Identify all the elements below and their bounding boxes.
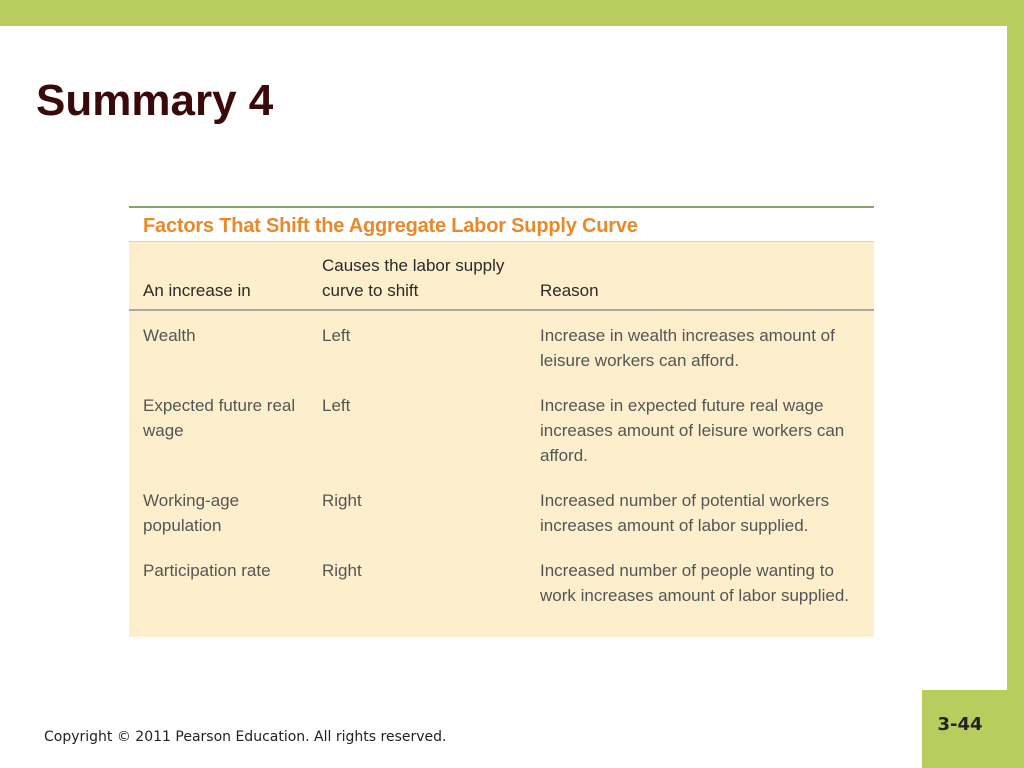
cell-reason: Increased number of people wanting to work increases amount of labor supplied. [540,561,849,605]
table-row [129,546,874,616]
copyright-text: Copyright © 2011 Pearson Education. All rights reserved. [44,729,447,745]
cell-factor: Working-age population [143,491,240,535]
cell-factor: Participation rate [143,561,271,580]
top-accent-bar [0,0,1024,26]
table-row [129,381,874,476]
table-row [129,310,874,381]
cell-factor: Wealth [143,326,196,345]
slide-title: Summary 4 [36,76,274,125]
cell-factor: Expected future real wage [143,396,296,440]
table-row [129,476,874,546]
factors-table [129,206,874,637]
cell-reason: Increase in wealth increases amount of leisure workers can afford. [540,326,835,370]
cell-direction: Right [322,561,362,580]
header-shift-direction: Causes the labor supply curve to shift [322,256,505,300]
cell-reason: Increase in expected future real wage increases amount of leisure workers can afford. [540,396,845,465]
table-title: Factors That Shift the Aggregate Labor Supply Curve [129,208,874,242]
right-accent-bar [1007,0,1024,768]
header-increase-in: An increase in [143,281,251,300]
header-reason: Reason [540,281,599,300]
table-header-row [129,242,874,310]
cell-direction: Left [322,326,351,345]
cell-direction: Right [322,491,362,510]
page-number: 3-44 [937,714,983,735]
table-grid [129,242,874,616]
cell-reason: Increased number of potential workers increases amount of labor supplied. [540,491,830,535]
cell-direction: Left [322,396,351,415]
